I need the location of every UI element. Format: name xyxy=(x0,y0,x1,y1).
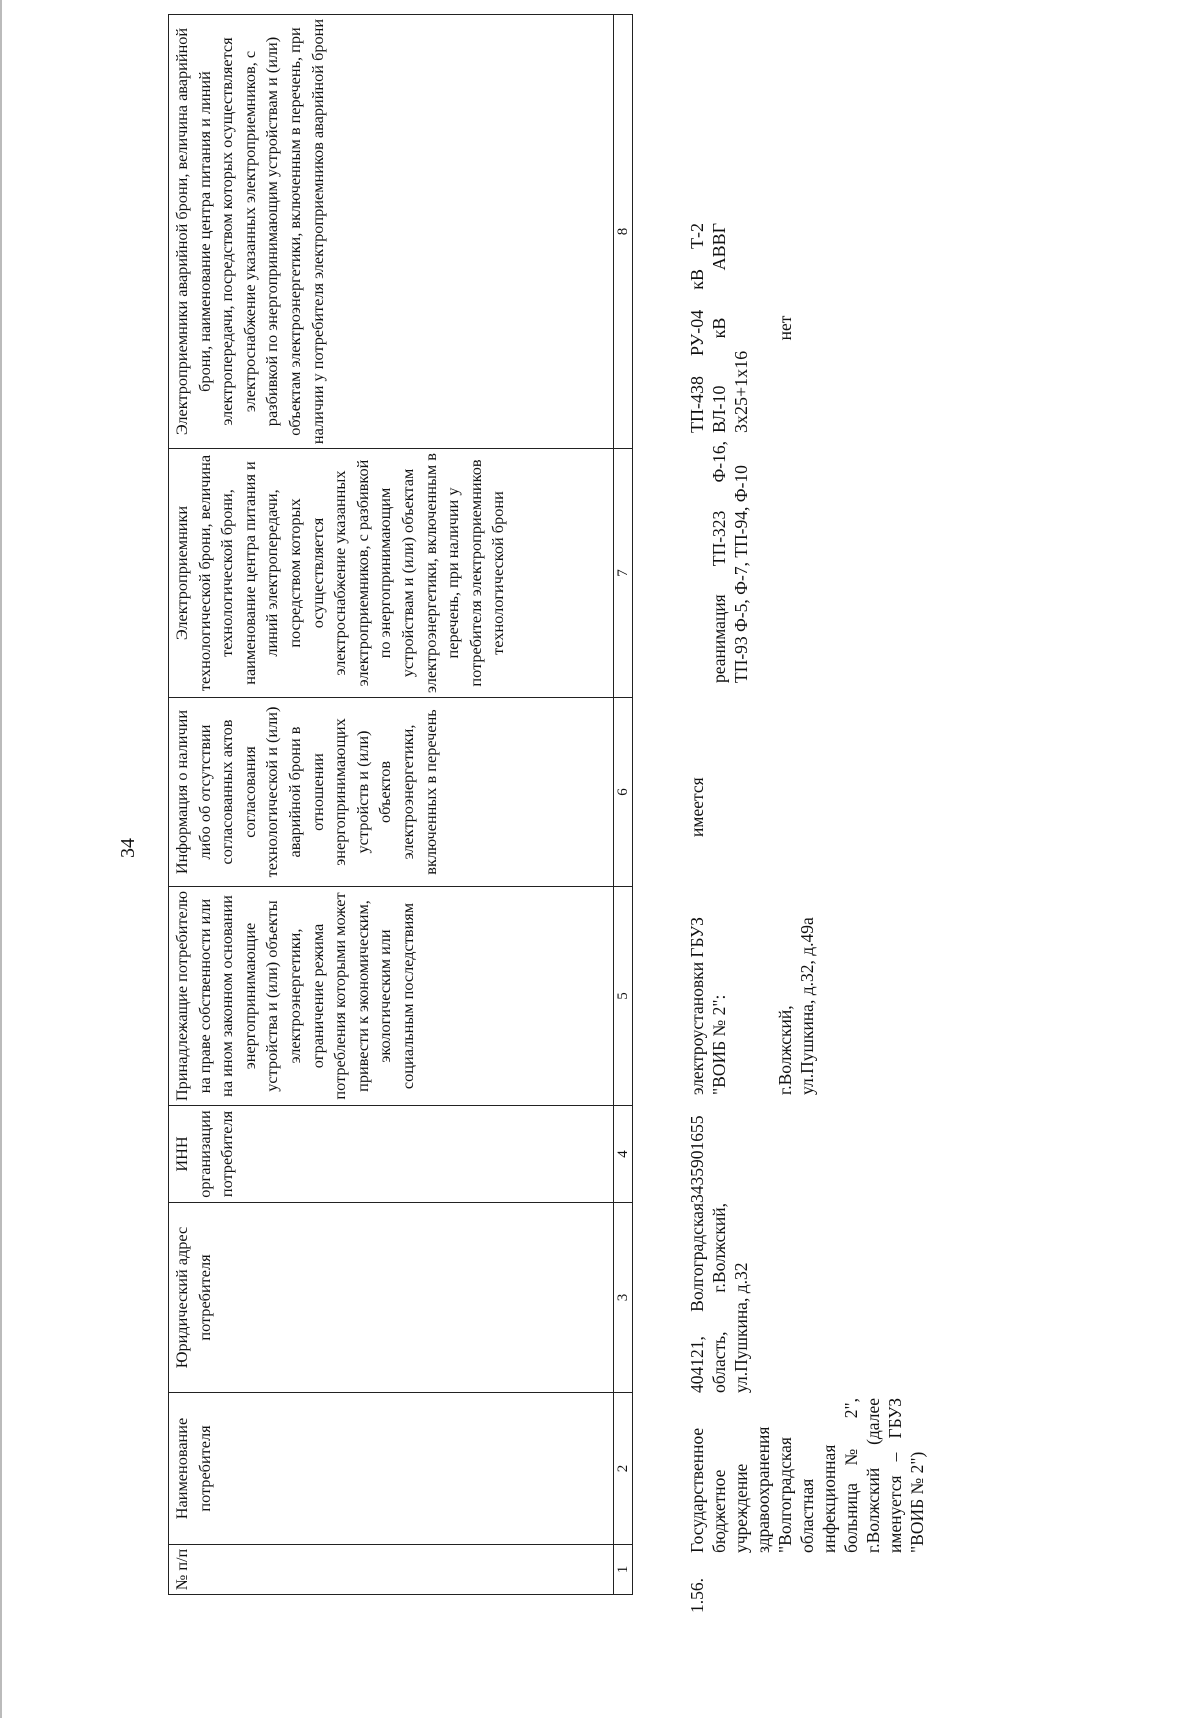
entry-devices-line1: электроустановки ГБУЗ "ВОИБ № 2": xyxy=(687,917,729,1095)
column-number-7: 7 xyxy=(614,449,633,698)
header-number: № п/п xyxy=(169,1545,614,1595)
header-inn: ИНН организации потребителя xyxy=(169,1106,614,1203)
column-number-6: 6 xyxy=(614,698,633,887)
entry-devices-line2: г.Волжский, xyxy=(775,1005,795,1095)
header-tech-reserve: Электроприемники технологической брони, величина технологической брони, наименование центра питания и линий электропередачи, посредством которых осуществляется электроснабжение указанных электроприемников, с разбивкой по энергопринимающим устройствам и (или) объектам электроэнергетики, включенным в перечень, при наличии у потребителя электроприемников технологической брони xyxy=(169,449,614,698)
column-number-3: 3 xyxy=(614,1203,633,1393)
entry-acts: имеется xyxy=(687,777,707,837)
scan-edge xyxy=(0,0,2,1718)
entry-tech-reserve: реанимация ТП-323 Ф-16, ТП-93 Ф-5, Ф-7, ТП-94, Ф-10 xyxy=(709,441,751,683)
entry-number: 1.56. xyxy=(687,1578,707,1613)
header-devices: Принадлежащие потребителю на праве собственности или на ином законном основании энергопринимающие устройства и (или) объекты электроэнергетики, ограничение режима потребления которыми может привести к экономическим, экологическим или социальным последствиям xyxy=(169,887,614,1106)
entry-emergency-reserve-line1: ТП-438 РУ-04 кВ Т-2 ВЛ-10 кВ АВВГ 3х25+1х16 xyxy=(687,223,751,433)
page-number: 34 xyxy=(117,838,139,858)
entry-legal-address: 404121, Волгоградская область, г.Волжский, ул.Пушкина, д.32 xyxy=(687,1203,751,1393)
entry-devices xyxy=(686,895,818,1095)
entry-emergency-reserve-line2: нет xyxy=(775,315,795,341)
entry-devices-line3: ул.Пушкина, д.32, д.49а xyxy=(797,917,817,1095)
entry-emergency-reserve xyxy=(686,15,796,433)
entry-inn: 3435901655 xyxy=(687,1115,707,1203)
header-emergency-reserve: Электроприемники аварийной брони, величина аварийной брони, наименование центра питания и линий электропередачи, посредством которых осуществляется электроснабжение указанных электроприемников, с разбивкой по энергопринимающим устройствам и (или) объектам электроэнергетики, включенным в перечень, при наличии у потребителя электроприемников аварийной брони xyxy=(169,15,614,449)
column-number-5: 5 xyxy=(614,887,633,1106)
column-number-2: 2 xyxy=(614,1393,633,1545)
column-number-4: 4 xyxy=(614,1106,633,1203)
header-acts: Информация о наличии либо об отсутствии согласованных актов согласования технологической и (или) аварийной брони в отношении энергопринимающих устройств и (или) объектов электроэнергетики, включенных в перечень xyxy=(169,698,614,887)
column-number-8: 8 xyxy=(614,15,633,449)
header-consumer-name: Наименование потребителя xyxy=(169,1393,614,1545)
header-table xyxy=(168,14,633,1595)
column-number-1: 1 xyxy=(614,1545,633,1595)
entry-consumer-name: Государственное бюджетное учреждение здравоохранения "Волгоградская областная инфекционная больница № 2", г.Волжский (далее именуется – ГБУЗ "ВОИБ № 2") xyxy=(687,1398,927,1553)
rotated-page xyxy=(168,15,1068,1613)
header-legal-address: Юридический адрес потребителя xyxy=(169,1203,614,1393)
